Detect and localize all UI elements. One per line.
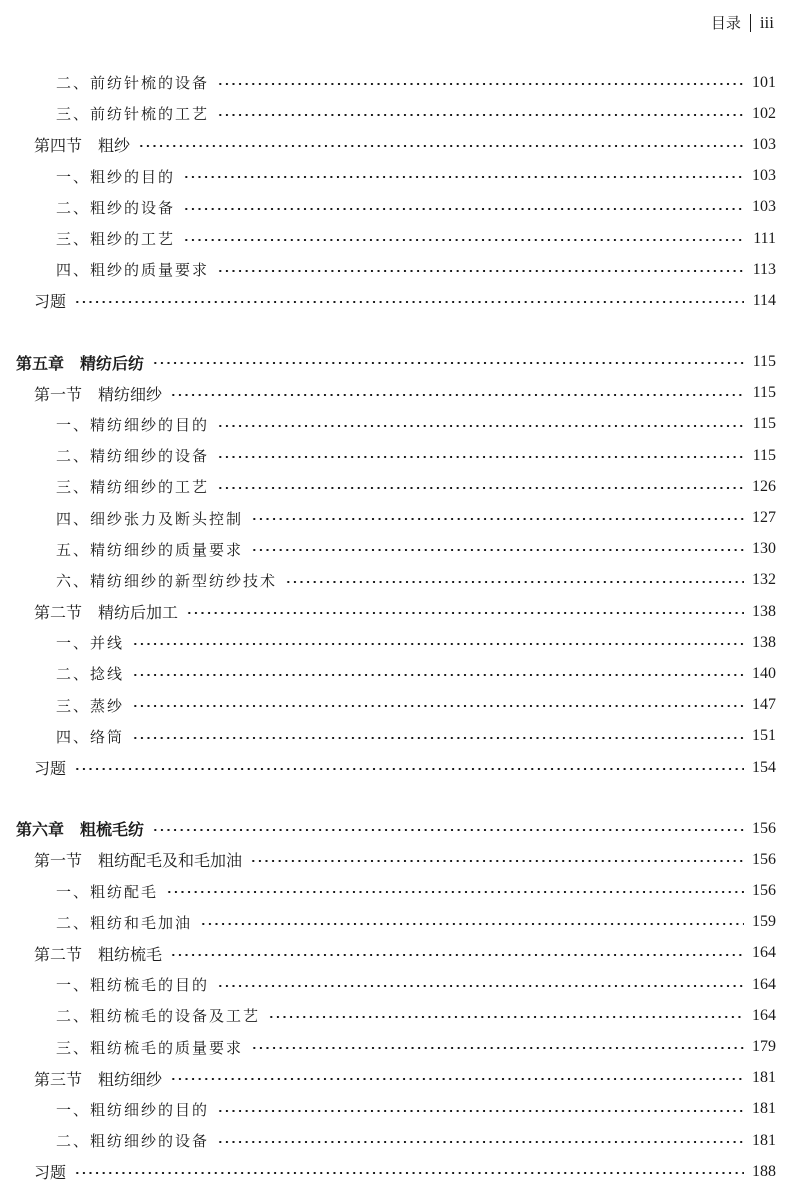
toc-entry-item[interactable] bbox=[0, 440, 800, 471]
dot-leader bbox=[132, 690, 744, 721]
toc-entry-title: 二、前纺针梳的设备 bbox=[56, 74, 210, 93]
toc-entry-title: 三、前纺针梳的工艺 bbox=[56, 105, 210, 124]
toc-entry-item[interactable] bbox=[0, 254, 800, 285]
toc-entry-page-number: 103 bbox=[752, 135, 776, 153]
dot-leader bbox=[217, 98, 744, 129]
toc-entry-page-number: 101 bbox=[752, 73, 776, 91]
toc-entry-item[interactable] bbox=[0, 565, 800, 596]
toc-entry-section[interactable] bbox=[0, 596, 800, 627]
toc-entry-title: 第四节 粗纱 bbox=[34, 136, 131, 156]
toc-entry-section[interactable] bbox=[0, 378, 800, 409]
dot-leader bbox=[217, 1094, 744, 1125]
dot-leader bbox=[217, 67, 744, 98]
dot-leader bbox=[170, 378, 744, 409]
toc-entry-page-number: 181 bbox=[752, 1100, 776, 1118]
toc-entry-title: 一、粗纺细纱的目的 bbox=[56, 1100, 210, 1119]
dot-leader bbox=[152, 347, 744, 378]
toc-entry-item[interactable] bbox=[0, 161, 800, 192]
toc-entry-title: 二、捻线 bbox=[56, 665, 125, 684]
dot-leader bbox=[132, 658, 744, 689]
toc-entry-title: 三、粗纱的工艺 bbox=[56, 230, 176, 249]
toc-entry-page-number: 115 bbox=[752, 384, 776, 402]
dot-leader bbox=[217, 254, 744, 285]
toc-entry-title: 习题 bbox=[34, 292, 67, 312]
toc-entry-section[interactable] bbox=[0, 844, 800, 875]
toc-entry-page-number: 132 bbox=[752, 571, 776, 589]
toc-entry-item[interactable] bbox=[0, 690, 800, 721]
toc-entry-item[interactable] bbox=[0, 471, 800, 502]
toc-entry-chapter[interactable] bbox=[0, 813, 800, 844]
toc-entry-page-number: 181 bbox=[752, 1069, 776, 1087]
toc-entry-page-number: 156 bbox=[752, 819, 776, 837]
dot-leader bbox=[132, 721, 744, 752]
header-page-number: iii bbox=[759, 13, 774, 32]
header-section-title: 目录 bbox=[710, 14, 741, 32]
toc-entry-page-number: 164 bbox=[752, 1006, 776, 1024]
toc-entry-section[interactable] bbox=[0, 129, 800, 160]
toc-entry-item[interactable] bbox=[0, 658, 800, 689]
toc-entry-page-number: 130 bbox=[752, 540, 776, 558]
dot-leader bbox=[166, 876, 744, 907]
dot-leader bbox=[251, 1031, 744, 1062]
toc-entry-page-number: 111 bbox=[753, 229, 776, 247]
toc-entry-page-number: 115 bbox=[752, 353, 776, 371]
toc-entry-title: 二、精纺细纱的设备 bbox=[56, 447, 210, 466]
running-header bbox=[711, 12, 774, 34]
toc-entry-title: 第六章 粗梳毛纺 bbox=[16, 820, 145, 840]
toc-entry-title: 第二节 粗纺梳毛 bbox=[34, 944, 163, 964]
header-divider bbox=[750, 14, 751, 32]
toc-entry-item[interactable] bbox=[0, 969, 800, 1000]
dot-leader bbox=[74, 1156, 744, 1187]
toc-entry-item[interactable] bbox=[0, 223, 800, 254]
toc-entry-title: 三、精纺细纱的工艺 bbox=[56, 478, 210, 497]
toc-entry-title: 四、细纱张力及断头控制 bbox=[56, 509, 244, 528]
toc-entry-item[interactable] bbox=[0, 67, 800, 98]
toc-entry-title: 第一节 精纺细纱 bbox=[34, 384, 163, 404]
toc-entry-page-number: 102 bbox=[752, 104, 776, 122]
toc-entry-page-number: 127 bbox=[752, 509, 776, 527]
toc-entry-page-number: 103 bbox=[752, 167, 776, 185]
dot-leader bbox=[251, 534, 744, 565]
dot-leader bbox=[251, 502, 744, 533]
dot-leader bbox=[217, 1125, 744, 1156]
dot-leader bbox=[152, 813, 744, 844]
toc-entry-item[interactable] bbox=[0, 1094, 800, 1125]
toc-entry-page-number: 113 bbox=[752, 260, 776, 278]
toc-entry-section[interactable] bbox=[0, 938, 800, 969]
toc-entry-title: 五、精纺细纱的质量要求 bbox=[56, 540, 244, 559]
toc-entry-page-number: 188 bbox=[752, 1162, 776, 1180]
dot-leader bbox=[138, 129, 744, 160]
dot-leader bbox=[268, 1000, 744, 1031]
toc-entry-title: 第一节 粗纺配毛及和毛加油 bbox=[34, 851, 243, 871]
toc-entry-title: 一、精纺细纱的目的 bbox=[56, 415, 210, 434]
toc-entry-title: 一、粗纺配毛 bbox=[56, 882, 159, 901]
toc-entry-item[interactable] bbox=[0, 1125, 800, 1156]
toc-entry-page-number: 156 bbox=[752, 882, 776, 900]
toc-entry-item[interactable] bbox=[0, 1031, 800, 1062]
toc-entry-title: 习题 bbox=[34, 1163, 67, 1183]
dot-leader bbox=[183, 223, 744, 254]
dot-leader bbox=[74, 752, 744, 783]
dot-leader bbox=[183, 192, 744, 223]
toc-entry-title: 二、粗纱的设备 bbox=[56, 198, 176, 217]
toc-entry-item[interactable] bbox=[0, 534, 800, 565]
toc-entry-title: 三、粗纺梳毛的质量要求 bbox=[56, 1038, 244, 1057]
dot-leader bbox=[183, 161, 744, 192]
toc-entry-page-number: 151 bbox=[752, 727, 776, 745]
toc-entry-title: 二、粗纺细纱的设备 bbox=[56, 1132, 210, 1151]
dot-leader bbox=[250, 844, 744, 875]
toc-entry-chapter[interactable] bbox=[0, 347, 800, 378]
toc-entry-item[interactable] bbox=[0, 627, 800, 658]
dot-leader bbox=[217, 440, 744, 471]
toc-entry-item[interactable] bbox=[0, 502, 800, 533]
toc-entry-title: 二、粗纺梳毛的设备及工艺 bbox=[56, 1007, 261, 1026]
toc-entry-title: 一、粗纺梳毛的目的 bbox=[56, 976, 210, 995]
toc-entry-item[interactable] bbox=[0, 192, 800, 223]
dot-leader bbox=[217, 471, 744, 502]
toc-entry-page-number: 164 bbox=[752, 975, 776, 993]
toc-entry-title: 四、络筒 bbox=[56, 727, 125, 746]
toc-entry-title: 三、蒸纱 bbox=[56, 696, 125, 715]
dot-leader bbox=[74, 285, 744, 316]
toc-entry-title: 六、精纺细纱的新型纺纱技术 bbox=[56, 571, 278, 590]
dot-leader bbox=[217, 969, 744, 1000]
toc-entry-exercise[interactable] bbox=[0, 752, 800, 783]
toc-entry-page-number: 164 bbox=[752, 944, 776, 962]
toc-entry-exercise[interactable] bbox=[0, 285, 800, 316]
toc-entry-item[interactable] bbox=[0, 907, 800, 938]
toc-entry-page-number: 156 bbox=[752, 850, 776, 868]
toc-entry-page-number: 140 bbox=[752, 664, 776, 682]
toc-entry-page-number: 103 bbox=[752, 198, 776, 216]
toc-entry-title: 一、粗纱的目的 bbox=[56, 167, 176, 186]
toc-entry-item[interactable] bbox=[0, 1000, 800, 1031]
toc-entry-title: 第二节 精纺后加工 bbox=[34, 603, 179, 623]
toc-entry-page-number: 138 bbox=[752, 602, 776, 620]
toc-entry-page-number: 115 bbox=[752, 446, 776, 464]
toc-entry-section[interactable] bbox=[0, 1063, 800, 1094]
toc-entry-title: 第三节 粗纺细纱 bbox=[34, 1069, 163, 1089]
toc-entry-title: 四、粗纱的质量要求 bbox=[56, 261, 210, 280]
toc-entry-page-number: 114 bbox=[752, 291, 776, 309]
dot-leader bbox=[186, 596, 744, 627]
toc-entry-title: 二、粗纺和毛加油 bbox=[56, 913, 193, 932]
toc-entry-title: 习题 bbox=[34, 759, 67, 779]
toc-entry-page-number: 138 bbox=[752, 633, 776, 651]
toc-entry-page-number: 147 bbox=[752, 696, 776, 714]
toc-entry-title: 第五章 精纺后纺 bbox=[16, 353, 145, 373]
toc-entry-item[interactable] bbox=[0, 721, 800, 752]
toc-entry-page-number: 179 bbox=[752, 1038, 776, 1056]
dot-leader bbox=[285, 565, 744, 596]
table-of-contents bbox=[0, 67, 800, 1187]
toc-entry-exercise[interactable] bbox=[0, 1156, 800, 1187]
toc-entry-page-number: 115 bbox=[752, 415, 776, 433]
dot-leader bbox=[200, 907, 744, 938]
toc-entry-page-number: 181 bbox=[752, 1131, 776, 1149]
toc-entry-page-number: 159 bbox=[752, 913, 776, 931]
dot-leader bbox=[217, 409, 744, 440]
dot-leader bbox=[132, 627, 744, 658]
toc-entry-page-number: 154 bbox=[752, 758, 776, 776]
dot-leader bbox=[170, 1063, 744, 1094]
toc-entry-page-number: 126 bbox=[752, 477, 776, 495]
toc-entry-title: 一、并线 bbox=[56, 634, 125, 653]
toc-entry-item[interactable] bbox=[0, 876, 800, 907]
toc-entry-item[interactable] bbox=[0, 409, 800, 440]
toc-entry-item[interactable] bbox=[0, 98, 800, 129]
dot-leader bbox=[170, 938, 744, 969]
